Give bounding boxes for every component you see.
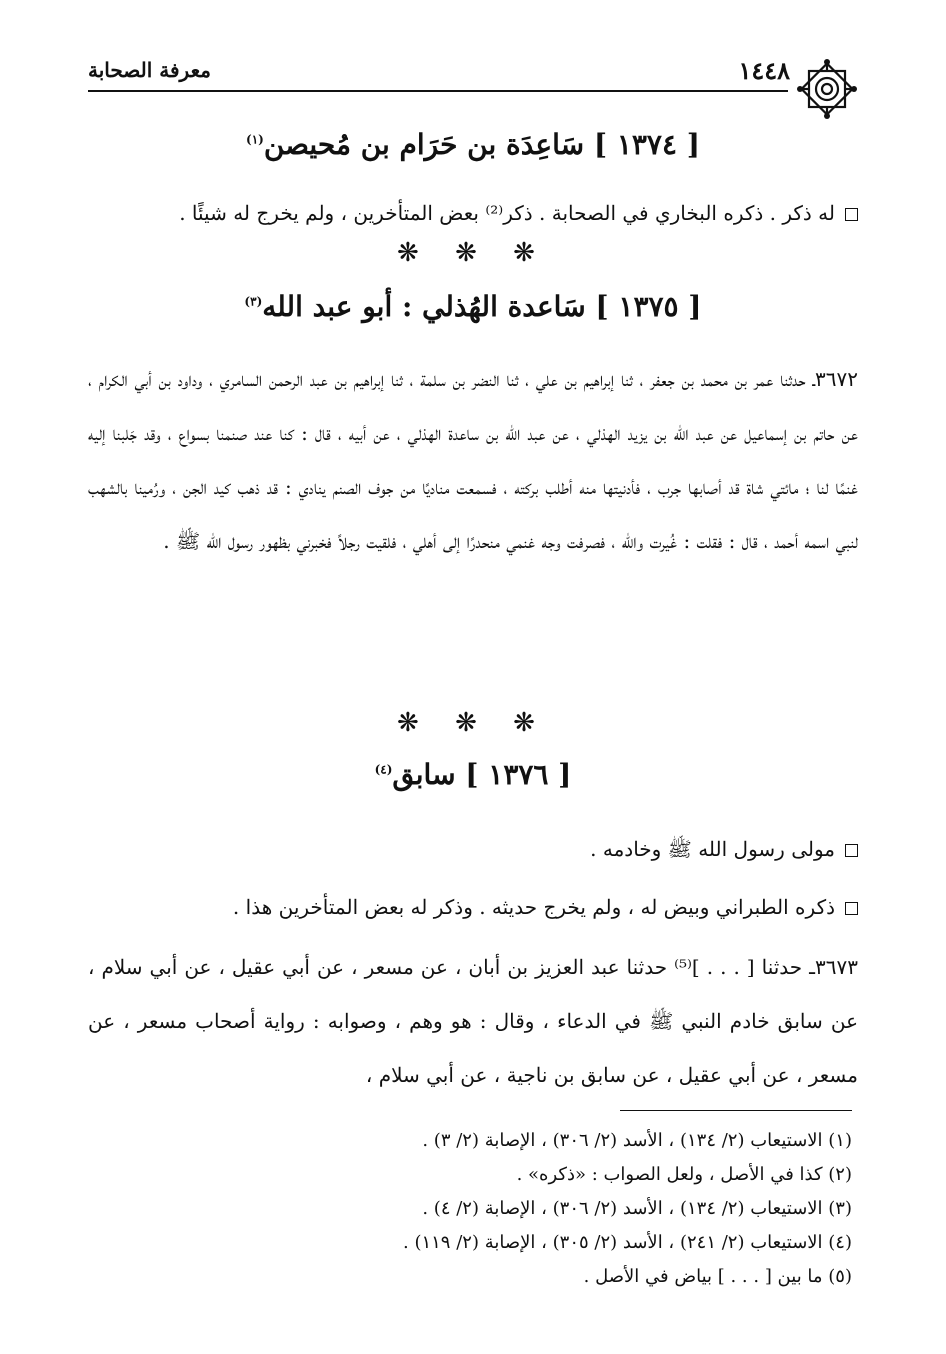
footnote-item: (٢) كذا في الأصل ، ولعل الصواب : «ذكره» . [516,1164,852,1185]
entry-title-1376 [88,758,858,791]
paragraph-text: مولى رسول الله ﷺ وخادمه . [590,837,835,861]
footnotes [88,1124,852,1294]
section-separator: ❋ ❋ ❋ [397,238,549,268]
footnote-item: (١) الاستيعاب (٢/ ١٣٤) ، الأسد (٢/ ٣٠٦) ، الإصابة (٢/ ٣) . [422,1130,852,1151]
entry-paragraph [88,186,858,240]
footnote-rule [620,1110,852,1111]
entry-paragraph [88,880,858,934]
footnote-marker: (١) [246,132,264,147]
footnote-marker: (٤) [374,762,393,777]
running-title: معرفة الصحابة [88,58,211,82]
page-number: ١٤٤٨ [738,56,790,85]
square-bullet-icon [845,208,858,221]
hadith-3673: ٣٦٧٣ـ حدثنا [ . . . ]⁽⁵⁾ حدثنا عبد العزيز بن أبان ، عن مسعر ، عن أبي عقيل ، عن أبي سلام ، عن سابق خادم النبي ﷺ في الدعاء ، وقال : هو وهم ، وصوابه : رواية أصحاب مسعر ، عن مسعر ، عن أبي عقيل ، عن سابق بن ناجية ، عن أبي سلام ، [88,955,858,1087]
section-separator: ❋ ❋ ❋ [397,708,549,738]
paragraph-text: له ذكر . ذكره البخاري في الصحابة . ذكر⁽²⁾ بعض المتأخرين ، ولم يخرج له شيئًا . [179,201,835,225]
footnote-marker: (٣) [244,294,263,309]
paragraph-text: ذكره الطبراني وبيض له ، ولم يخرج حديثه . وذكر له بعض المتأخرين هذا . [232,895,835,919]
page-header [88,52,858,88]
entry-title-1375 [88,290,858,323]
ornament-icon [794,56,860,122]
entry-title-1374 [88,128,858,161]
entry-title-text: [ ١٣٧٦ ] سابق [392,758,572,791]
square-bullet-icon [845,844,858,857]
entry-paragraph [88,822,858,876]
footnote-item: (٥) ما بين [ . . . ] بياض في الأصل . [583,1266,852,1287]
header-rule [88,90,788,92]
hadith-3672: ٣٦٧٢ـ حدثنا عمر بن محمد بن جعفر ، ثنا إبراهيم بن علي ، ثنا النضر بن سلمة ، ثنا إبراهيم بن عبد الرحمن السامري ، وداود بن أبي الكرام ، عن حاتم بن إسماعيل عن عبد الله بن يزيد الهذلي ، عن عبد الله بن ساعدة الهذلي ، عن أبيه ، قال : كنا عند صنمنا بسواع ، وقد جَلبنا إليه غنمًا لنا ؛ مائتي شاة قد أصابها جرب ، فأدنيتها منه أطلب بركته ، فسمعت مناديًا من جوف الصنم ينادي : قد ذهب كيد الجن ، ورُمينا بالشهب لنبي اسمه أحمد ، قال : فقلت : غُيرت والله ، فصرفت وجه غنمي منحدرًا إلى أهلي ، فلقيت رجلاً فخبرني بظهور رسول الله ﷺ . [88,367,859,553]
footnote-item: (٣) الاستيعاب (٢/ ١٣٤) ، الأسد (٢/ ٣٠٦) ، الإصابة (٢/ ٤) . [422,1198,852,1219]
footnote-item: (٤) الاستيعاب (٢/ ٢٤١) ، الأسد (٢/ ٣٠٥) ، الإصابة (٢/ ١١٩) . [403,1232,852,1253]
square-bullet-icon [845,902,858,915]
entry-title-text: [ ١٣٧٤ ] سَاعِدَة بن حَرَام بن مُحيصن [263,128,700,161]
entry-title-text: [ ١٣٧٥ ] سَاعدة الهُذلي : أبو عبد الله [262,290,702,323]
